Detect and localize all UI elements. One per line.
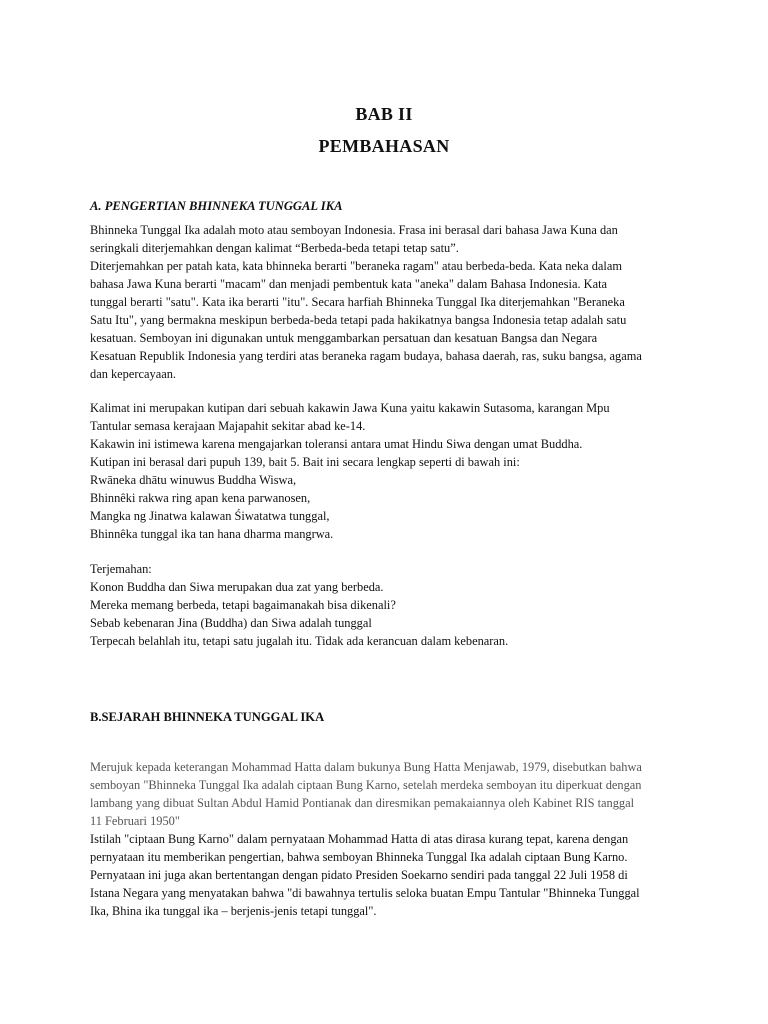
text-line: Kutipan ini berasal dari pupuh 139, bait 5. Bait ini secara lengkap seperti di bawah ini: xyxy=(90,455,520,469)
chapter-number: BAB II xyxy=(355,104,413,124)
translation-line: Sebab kebenaran Jina (Buddha) dan Siwa adalah tunggal xyxy=(90,616,372,630)
section-b-paragraph-1 xyxy=(90,758,690,920)
translation-label: Terjemahan: xyxy=(90,562,152,576)
text-line: Bhinneka Tunggal Ika adalah moto atau semboyan Indonesia. Frasa ini berasal dari bahasa Jawa Kuna dan xyxy=(90,223,618,237)
text-line: semboyan "Bhinneka Tunggal Ika adalah ciptaan Bung Karno, setelah merdeka semboyan itu diperkuat dengan xyxy=(90,778,642,792)
text-line: seringkali diterjemahkan dengan kalimat “Berbeda-beda tetapi tetap satu”. xyxy=(90,241,459,255)
verse-line: Bhinnêki rakwa ring apan kena parwanosen, xyxy=(90,491,311,505)
text-line: Istana Negara yang menyatakan bahwa "di bawahnya tertulis seloka buatan Empu Tantular "Bhinneka Tunggal xyxy=(90,886,640,900)
text-line: kesatuan. Semboyan ini digunakan untuk menggambarkan persatuan dan kesatuan Bangsa dan Negara xyxy=(90,331,598,345)
text-line: Istilah "ciptaan Bung Karno" dalam pernyataan Mohammad Hatta di atas dirasa kurang tepat, karena dengan xyxy=(90,832,629,846)
text-line: Pernyataan ini juga akan bertentangan dengan pidato Presiden Soekarno sendiri pada tanggal 22 Juli 1958 di xyxy=(90,868,628,882)
translation-line: Mereka memang berbeda, tetapi bagaimanakah bisa dikenali? xyxy=(90,598,396,612)
text-line: dan kepercayaan. xyxy=(90,367,176,381)
section-a-paragraph-2 xyxy=(90,399,690,543)
text-line: Kakawin ini istimewa karena mengajarkan toleransi antara umat Hindu Siwa dengan umat Buddha. xyxy=(90,437,583,451)
text-line: bahasa Jawa Kuna berarti "macam" dan menjadi pembentuk kata "aneka" dalam Bahasa Indonesia. Kata xyxy=(90,277,608,291)
text-line: Kalimat ini merupakan kutipan dari sebuah kakawin Jawa Kuna yaitu kakawin Sutasoma, karangan Mpu xyxy=(90,401,610,415)
text-line: pernyataan itu memberikan pengertian, bahwa semboyan Bhinneka Tunggal Ika adalah ciptaan Bung Karno. xyxy=(90,850,628,864)
chapter-title: PEMBAHASAN xyxy=(318,136,450,156)
text-line: Ika, Bhina ika tunggal ika – berjenis-jenis tetapi tunggal". xyxy=(90,904,377,918)
text-line: Satu Itu", yang bermakna meskipun berbeda-beda tetapi pada hakikatnya bangsa Indonesia tetap adalah satu xyxy=(90,313,627,327)
text-line: Tantular semasa kerajaan Majapahit sekitar abad ke-14. xyxy=(90,419,366,433)
section-b-heading: B.SEJARAH BHINNEKA TUNGGAL IKA xyxy=(90,710,325,724)
verse-line: Bhinnêka tunggal ika tan hana dharma mangrwa. xyxy=(90,527,334,541)
section-a-paragraph-1 xyxy=(90,221,690,383)
text-line: Merujuk kepada keterangan Mohammad Hatta dalam bukunya Bung Hatta Menjawab, 1979, disebutkan bahwa xyxy=(90,760,642,774)
verse-line: Rwāneka dhātu winuwus Buddha Wiswa, xyxy=(90,473,297,487)
text-line: 11 Februari 1950" xyxy=(90,814,180,828)
verse-line: Mangka ng Jinatwa kalawan Śiwatatwa tunggal, xyxy=(90,509,330,523)
text-line: lambang yang dibuat Sultan Abdul Hamid Pontianak dan diresmikan pemakaiannya oleh Kabinet RIS tanggal xyxy=(90,796,635,810)
translation-line: Terpecah belahlah itu, tetapi satu jugalah itu. Tidak ada kerancuan dalam kebenaran. xyxy=(90,634,509,648)
text-line: Diterjemahkan per patah kata, kata bhinneka berarti "beraneka ragam" atau berbeda-beda. Kata neka dalam xyxy=(90,259,622,273)
section-a-heading: A. PENGERTIAN BHINNEKA TUNGGAL IKA xyxy=(90,199,343,213)
text-line: tunggal berarti "satu". Kata ika berarti "itu". Secara harfiah Bhinneka Tunggal Ika diterjemahkan "Beraneka xyxy=(90,295,625,309)
translation-line: Konon Buddha dan Siwa merupakan dua zat yang berbeda. xyxy=(90,580,384,594)
section-a-translation xyxy=(90,560,690,650)
text-line: Kesatuan Republik Indonesia yang terdiri atas beraneka ragam budaya, bahasa daerah, ras, suku bangsa, agama xyxy=(90,349,642,363)
